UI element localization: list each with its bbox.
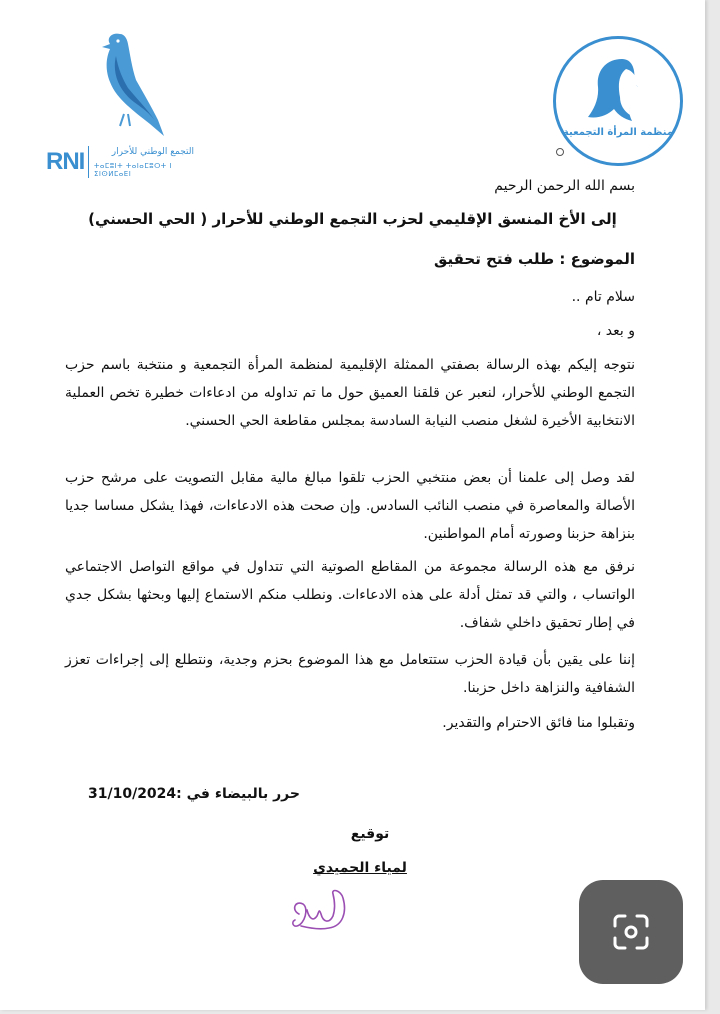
signature-title: توقيع bbox=[350, 826, 390, 842]
date-line bbox=[88, 786, 300, 802]
handwritten-signature bbox=[285, 880, 365, 935]
rni-abbreviation: RNI bbox=[46, 148, 85, 175]
basmala: بسم الله الرحمن الرحيم bbox=[494, 178, 635, 194]
rni-tifinagh-name: ⵜⴰⵎⵓⵏⵜ ⵜⴰⵏⴰⵎⵓⵔⵜ ⵏ ⵉⵏⵙⵍⵎⴰⴹⵏ bbox=[94, 162, 172, 178]
paragraph: لقد وصل إلى علمنا أن بعض منتخبي الحزب تلقوا مبالغ مالية مقابل التصويت على مرشح حزب الأصالة والمعاصرة في منصب النائب السادس. وإن صحت هذه الادعاءات، فهذا يشكل مساسا جديا بنزاهة حزبنا وصورته أمام المواطنين. bbox=[65, 470, 635, 542]
rni-arabic-name: التجمع الوطني للأحرار bbox=[111, 147, 194, 157]
paragraph: نتوجه إليكم بهذه الرسالة بصفتي الممثلة الإقليمية لمنظمة المرأة التجمعية و منتخبة باسم حزب التجمع الوطني للأحرار، لنعبر عن قلقنا العميق حول ما تم تداوله من ادعاءات خطيرة تخص العملية الانتخابية الأخيرة لشغل منصب النيابة السادسة بمجلس مقاطعة الحي الحسني. bbox=[65, 357, 635, 429]
date-value: 31/10/2024 bbox=[88, 786, 177, 802]
date-label: حرر بالبيضاء في : bbox=[176, 786, 300, 802]
scan-text-icon bbox=[611, 912, 651, 952]
subject-line: الموضوع : طلب فتح تحقيق bbox=[433, 250, 635, 268]
women-organization-label: منظمة المرأة التجمعية bbox=[562, 127, 674, 138]
paragraph: نرفق مع هذه الرسالة مجموعة من المقاطع الصوتية التي تتداول في مواقع التواصل الاجتماعي الواتساب ، والتي قد تمثل أدلة على هذه الادعاءات. ونطلب منكم الاستماع إليها وبحثها بشكل جدي في إطار تحقيق داخلي شفاف. bbox=[65, 559, 635, 631]
paragraph: إننا على يقين بأن قيادة الحزب ستتعامل مع هذا الموضوع بحزم وجدية، ونتطلع إلى إجراءات تعزز الشفافية والنزاهة داخل حزبنا. bbox=[65, 652, 635, 696]
closing-paragraph: وتقبلوا منا فائق الاحترام والتقدير. bbox=[442, 715, 635, 731]
recipient-line: إلى الأخ المنسق الإقليمي لحزب التجمع الوطني للأحرار ( الحي الحسني) bbox=[88, 210, 617, 228]
signer-name: لمياء الحميدي bbox=[313, 860, 407, 876]
greeting: سلام تام .. bbox=[571, 289, 635, 305]
opening-phrase: و بعد ، bbox=[596, 323, 635, 339]
live-text-scan-button[interactable] bbox=[579, 880, 683, 984]
